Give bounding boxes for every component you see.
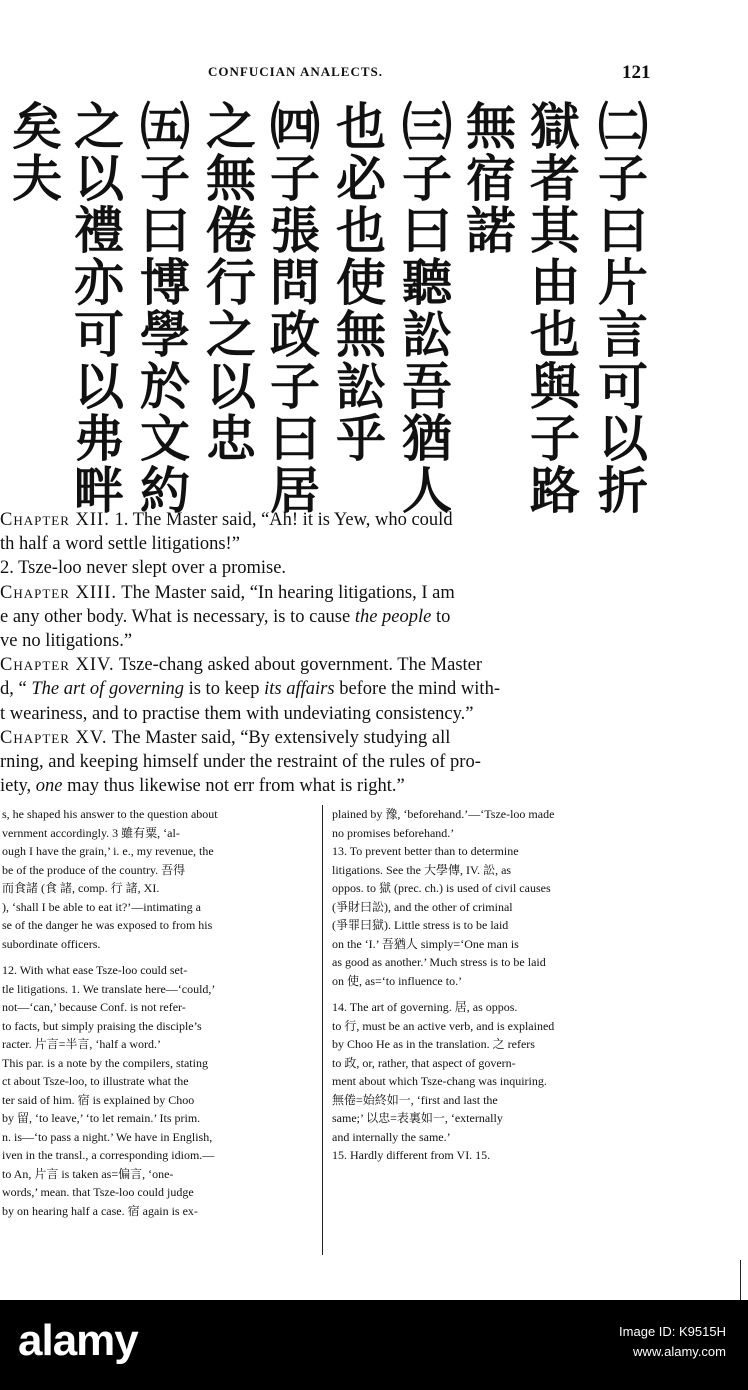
translation-line: iety, one may thus likewise not err from what is right.” xyxy=(0,776,405,797)
note-line: as good as another.’ Much stress is to be laid xyxy=(332,955,546,969)
translation-line: Chapter XIII. The Master said, “In hearing litigations, I am xyxy=(0,582,455,603)
note-line: to 行, must be an active verb, and is explained xyxy=(332,1018,555,1033)
note-line: iven in the transl., a corresponding idiom.— xyxy=(2,1148,215,1162)
chapter-heading: Chapter XIII. xyxy=(0,582,117,603)
running-head xyxy=(0,62,748,86)
notes-column-right xyxy=(332,805,744,1165)
commentary-notes xyxy=(0,805,748,1265)
note-line: and internally the same.’ xyxy=(332,1129,451,1144)
chinese-column: ㈣子張問政子曰居 xyxy=(262,100,320,516)
note-line: ment about which Tsze-chang was inquiring. xyxy=(332,1074,547,1088)
chinese-column: ㈢子曰聽訟吾猶人 xyxy=(394,100,452,516)
note-line: same;’ 以忠=表裏如一, ‘externally xyxy=(332,1111,503,1125)
chapter-heading: Chapter XIV. xyxy=(0,655,115,676)
notes-column-left xyxy=(2,805,316,1220)
note-line: (爭財曰訟), and the other of criminal xyxy=(332,899,513,914)
translation-line: Chapter XIV. Tsze-chang asked about government. The Master xyxy=(0,655,483,676)
note-line: racter. 片言=半言, ‘half a word.’ xyxy=(2,1037,162,1051)
watermark-info xyxy=(619,1322,726,1362)
translation-line: Chapter XII. 1. The Master said, “Ah! it is Yew, who could xyxy=(0,510,453,530)
chinese-column: 之無倦行之以忠 xyxy=(198,100,256,464)
chinese-column: 之以禮亦可以弗畔 xyxy=(66,100,124,516)
note-line: se of the danger he was exposed to from his xyxy=(2,918,213,932)
translation-line: t weariness, and to practise them with undeviating consistency.” xyxy=(0,703,474,724)
chapter-heading: Chapter XII. xyxy=(0,510,110,530)
note-line: by 留, ‘to leave,’ ‘to let remain.’ Its prim. xyxy=(2,1111,201,1125)
note-line: 15. Hardly different from VI. 15. xyxy=(332,1148,491,1162)
note-line: plained by 豫, ‘beforehand.’—‘Tsze-loo made xyxy=(332,807,555,821)
note-line: words,’ mean. that Tsze-loo could judge xyxy=(2,1185,194,1199)
note-line: n. is—‘to pass a night.’ We have in English, xyxy=(2,1129,213,1144)
note-line: ough I have the grain,’ i. e., my revenue, the xyxy=(2,844,214,858)
note-line: litigations. See the 大學傳, IV. 訟, as xyxy=(332,862,512,877)
note-line: 13. To prevent better than to determine xyxy=(332,844,519,858)
english-translation xyxy=(0,508,748,798)
note-line: tle litigations. 1. We translate here—‘could,’ xyxy=(2,981,216,996)
note-line: ), ‘shall I be able to eat it?’—intimating a xyxy=(2,899,201,914)
chapter-heading: Chapter XV. xyxy=(0,727,108,748)
chinese-text-block xyxy=(0,100,748,516)
chinese-column: 矣夫 xyxy=(4,100,62,204)
translation-line: rning, and keeping himself under the restraint of the rules of pro- xyxy=(0,751,481,772)
note-line: not—‘can,’ because Conf. is not refer- xyxy=(2,1000,186,1014)
note-line: on 使, as=‘to influence to.’ xyxy=(332,973,463,988)
note-line: to An, 片言 is taken as=偏言, ‘one- xyxy=(2,1166,174,1181)
page-edge-mark xyxy=(740,1260,741,1300)
chinese-column: 無宿諾 xyxy=(458,100,516,256)
note-line: oppos. to 獄 (prec. ch.) is used of civil causes xyxy=(332,881,551,895)
column-divider xyxy=(322,805,323,1255)
note-line: subordinate officers. xyxy=(2,936,101,951)
note-line: be of the produce of the country. 吾得 xyxy=(2,862,186,877)
chinese-column: 也必也使無訟乎 xyxy=(328,100,386,464)
note-line: to facts, but simply praising the disciple’s xyxy=(2,1018,202,1033)
translation-line: d, “ The art of governing is to keep its affairs before the mind with- xyxy=(0,679,500,700)
note-line: by Choo He as in the translation. 之 refers xyxy=(332,1037,535,1051)
note-line: This par. is a note by the compilers, stating xyxy=(2,1055,208,1070)
image-id: Image ID: K9515H xyxy=(619,1324,726,1339)
running-title: CONFUCIAN ANALECTS. xyxy=(208,64,384,79)
translation-line: Chapter XV. The Master said, “By extensively studying all xyxy=(0,727,451,748)
note-gap xyxy=(2,953,316,961)
chinese-column: ㈤子曰博學於文約 xyxy=(132,100,190,516)
note-line: 無倦=始終如一, ‘first and last the xyxy=(332,1092,498,1107)
translation-line: th half a word settle litigations!” xyxy=(0,534,240,555)
note-line: no promises beforehand.’ xyxy=(332,825,455,840)
note-line: on the ‘I.’ 吾猶人 simply=‘One man is xyxy=(332,936,519,951)
note-line: ter said of him. 宿 is explained by Choo xyxy=(2,1092,195,1107)
note-line: by on hearing half a case. 宿 again is ex- xyxy=(2,1203,198,1218)
watermark-logo: alamy xyxy=(18,1316,138,1365)
watermark-bar xyxy=(0,1300,748,1390)
note-gap xyxy=(332,990,744,998)
note-line: vernment accordingly. 3 雖有粟, ‘al- xyxy=(2,825,180,840)
translation-line: e any other body. What is necessary, is to cause the people to xyxy=(0,606,451,627)
page-number: 121 xyxy=(622,62,651,83)
note-line: 14. The art of governing. 居, as oppos. xyxy=(332,1000,518,1014)
chinese-column: ㈡子曰片言可以折 xyxy=(590,100,648,516)
note-line: s, he shaped his answer to the question about xyxy=(2,807,218,821)
note-line: 而食諸 (食 諸, comp. 行 諸, XI. xyxy=(2,881,160,895)
site-url: www.alamy.com xyxy=(633,1344,726,1359)
note-line: 12. With what ease Tsze-loo could set- xyxy=(2,963,188,977)
translation-line: ve no litigations.” xyxy=(0,630,133,651)
note-line: to 政, or, rather, that aspect of govern- xyxy=(332,1055,516,1070)
note-line: (爭罪曰獄). Little stress is to be laid xyxy=(332,918,509,932)
chinese-column: 獄者其由也與子路 xyxy=(522,100,580,516)
translation-line: 2. Tsze-loo never slept over a promise. xyxy=(0,558,287,579)
note-line: ct about Tsze-loo, to illustrate what the xyxy=(2,1074,189,1088)
